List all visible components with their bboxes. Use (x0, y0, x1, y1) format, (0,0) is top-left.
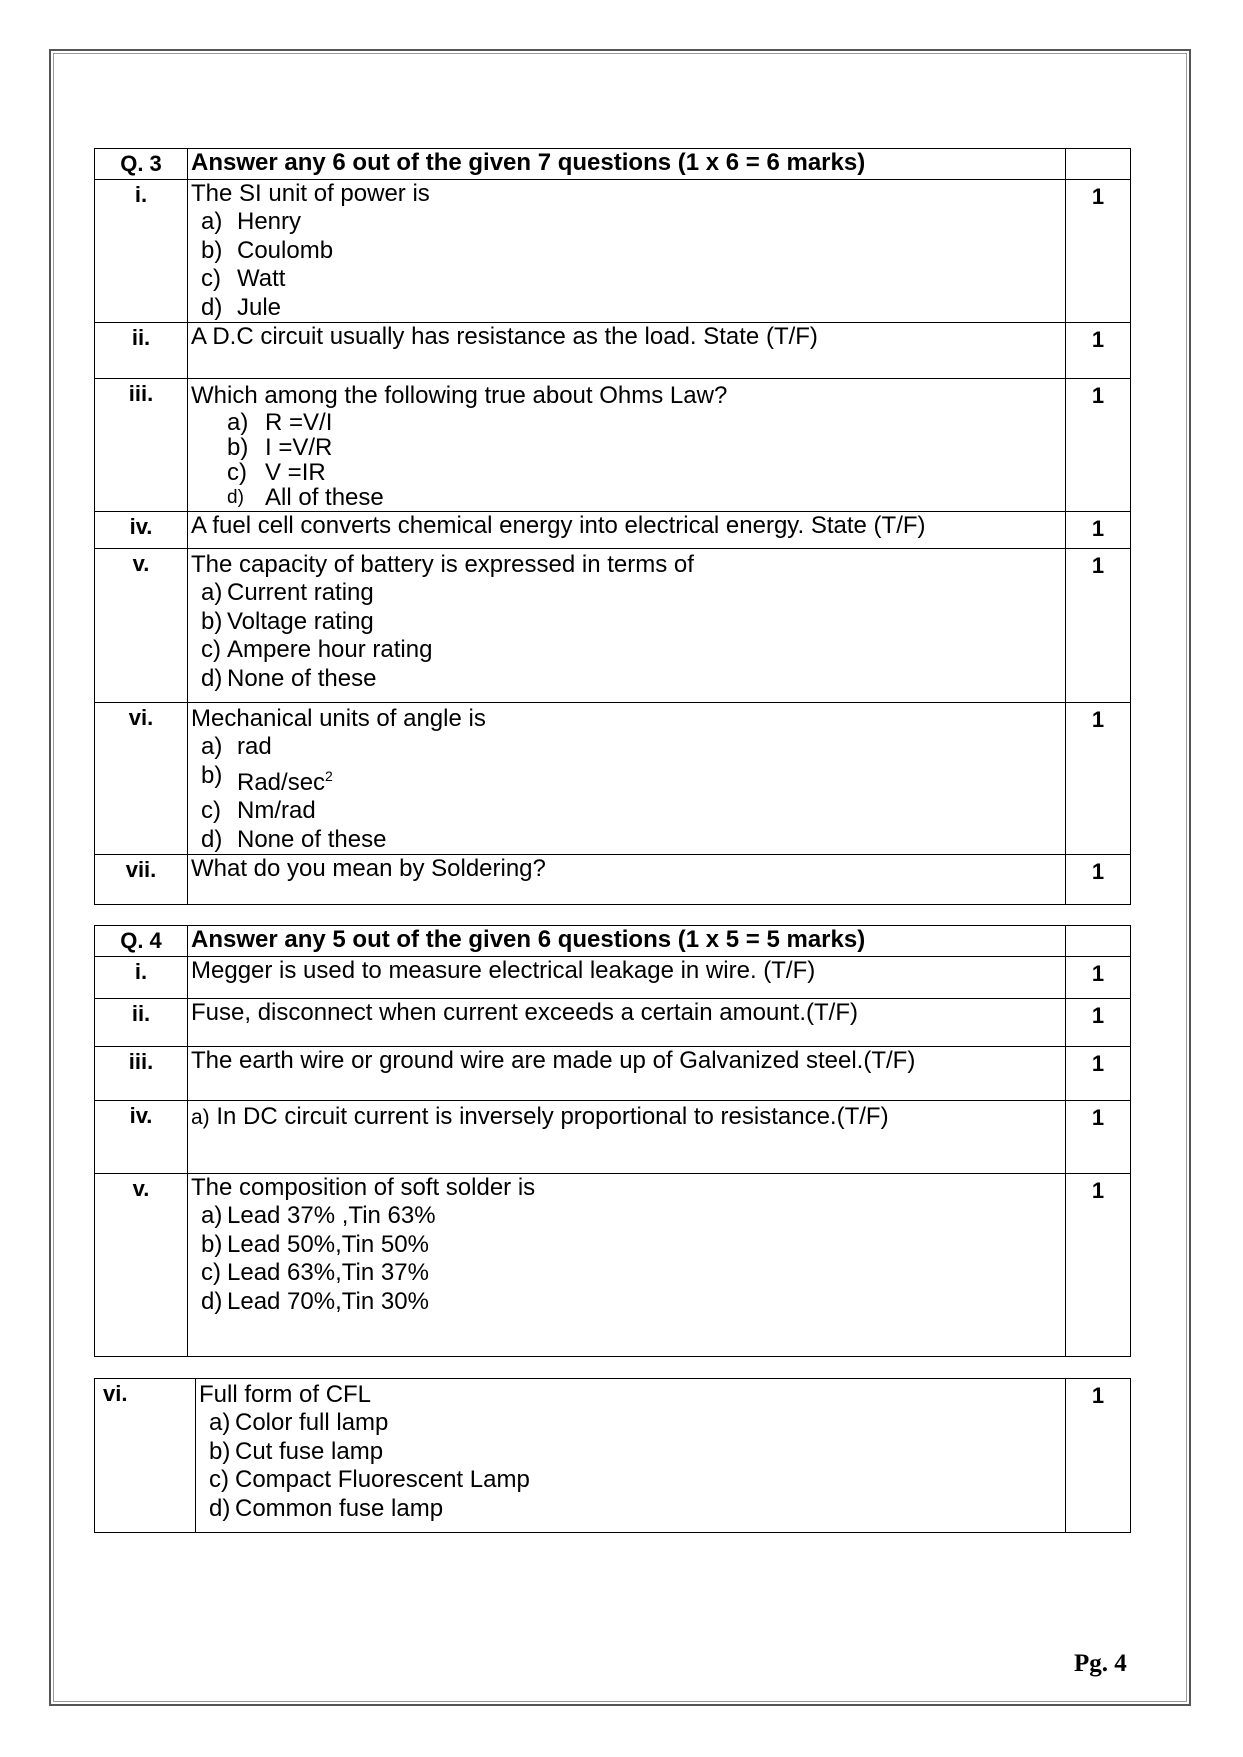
option: a) Henry (201, 208, 302, 235)
item-number: v. (95, 549, 188, 703)
question-row (95, 999, 1131, 1047)
item-number: vi. (95, 1379, 196, 1533)
item-text: A fuel cell converts chemical energy into electrical energy. State (T/F) (188, 512, 1066, 549)
question-4-header-row (95, 926, 1131, 957)
option: d) None of these (201, 825, 387, 853)
option: c) Watt (201, 265, 286, 292)
option: c) Compact Fluorescent Lamp (209, 1466, 530, 1493)
item-text: Fuse, disconnect when current exceeds a certain amount.(T/F) (188, 999, 1066, 1047)
option: b) Cut fuse lamp (209, 1437, 384, 1465)
item-text: The composition of soft solder is (191, 1174, 536, 1201)
option: a) Lead 37% ,Tin 63% (201, 1202, 436, 1229)
item-mark: 1 (1066, 1101, 1131, 1174)
option: d) None of these (201, 664, 377, 692)
item-number: i. (95, 180, 188, 323)
option: a) R =V/I (227, 409, 333, 436)
question-row (95, 549, 1131, 703)
item-text: A D.C circuit usually has resistance as the load. State (T/F) (188, 323, 1066, 379)
item-content (196, 1379, 1066, 1533)
question-number: Q. 4 (95, 926, 188, 957)
option: b) Coulomb (201, 236, 334, 264)
question-row (95, 957, 1131, 999)
item-text: Mechanical units of angle is (191, 705, 486, 732)
question-3-header-row (95, 149, 1131, 180)
item-number: vi. (95, 703, 188, 855)
question-number: Q. 3 (95, 149, 188, 180)
question-row (95, 1379, 1131, 1533)
item-text: The SI unit of power is (191, 180, 430, 207)
item-text: The capacity of battery is expressed in terms of (191, 551, 694, 578)
question-4-table (94, 925, 1131, 1357)
item-content (188, 379, 1066, 512)
item-text: Which among the following true about Ohms Law? (191, 382, 728, 409)
item-number: iv. (95, 512, 188, 549)
item-mark: 1 (1066, 1047, 1131, 1101)
item-mark: 1 (1066, 957, 1131, 999)
option: c) Nm/rad (201, 797, 316, 824)
marks-cell (1066, 926, 1131, 957)
option: a) rad (201, 733, 272, 760)
item-number: ii. (95, 999, 188, 1047)
item-number: iii. (95, 379, 188, 512)
question-instructions: Answer any 5 out of the given 6 questions (1 x 5 = 5 marks) (188, 926, 1066, 957)
option: b) Lead 50%,Tin 50% (201, 1230, 429, 1258)
option: b) I =V/R (227, 434, 333, 461)
item-mark: 1 (1066, 1174, 1131, 1357)
item-content (188, 703, 1066, 855)
item-text: The earth wire or ground wire are made up of Galvanized steel.(T/F) (188, 1047, 1066, 1101)
option: b) Voltage rating (201, 607, 374, 635)
item-content (188, 549, 1066, 703)
option: c) V =IR (227, 459, 326, 486)
question-row (95, 1174, 1131, 1357)
question-row (95, 512, 1131, 549)
question-row (95, 855, 1131, 905)
item-content (188, 180, 1066, 323)
item-mark: 1 (1066, 703, 1131, 855)
question-row (95, 379, 1131, 512)
item-text: Full form of CFL (199, 1381, 372, 1408)
item-mark: 1 (1066, 323, 1131, 379)
page-number: Pg. 4 (1074, 1650, 1127, 1677)
option: d) Jule (201, 293, 282, 321)
question-instructions: Answer any 6 out of the given 7 questions (1 x 6 = 6 marks) (188, 149, 1066, 180)
option: b) Rad/$\sec^2$ (201, 761, 333, 796)
item-mark: 1 (1066, 512, 1131, 549)
question-row (95, 703, 1131, 855)
item-number: iii. (95, 1047, 188, 1101)
item-number: iv. (95, 1101, 188, 1174)
item-mark: 1 (1066, 549, 1131, 703)
item-mark: 1 (1066, 1379, 1131, 1533)
question-row (95, 1047, 1131, 1101)
item-number: vii. (95, 855, 188, 905)
item-text: Megger is used to measure electrical leakage in wire. (T/F) (188, 957, 1066, 999)
option: a) Current rating (201, 579, 374, 606)
item-text: a) In DC circuit current is inversely proportional to resistance.(T/F) (188, 1101, 1066, 1174)
option: a) Color full lamp (209, 1409, 389, 1436)
question-row (95, 323, 1131, 379)
question-row (95, 1101, 1131, 1174)
item-text: What do you mean by Soldering? (188, 855, 1066, 905)
question-3-table (94, 148, 1131, 905)
question-row (95, 180, 1131, 323)
option: c) Ampere hour rating (201, 636, 433, 663)
option: d) Lead 70%,Tin 30% (201, 1287, 429, 1315)
option: d) All of these (227, 484, 384, 511)
item-mark: 1 (1066, 999, 1131, 1047)
marks-cell (1066, 149, 1131, 180)
item-content (188, 1174, 1066, 1357)
item-mark: 1 (1066, 379, 1131, 512)
item-mark: 1 (1066, 855, 1131, 905)
option: d) Common fuse lamp (209, 1494, 444, 1522)
option: c) Lead 63%,Tin 37% (201, 1259, 429, 1286)
question-4-continued-table (94, 1378, 1131, 1533)
item-mark: 1 (1066, 180, 1131, 323)
item-number: ii. (95, 323, 188, 379)
item-number: v. (95, 1174, 188, 1357)
item-number: i. (95, 957, 188, 999)
